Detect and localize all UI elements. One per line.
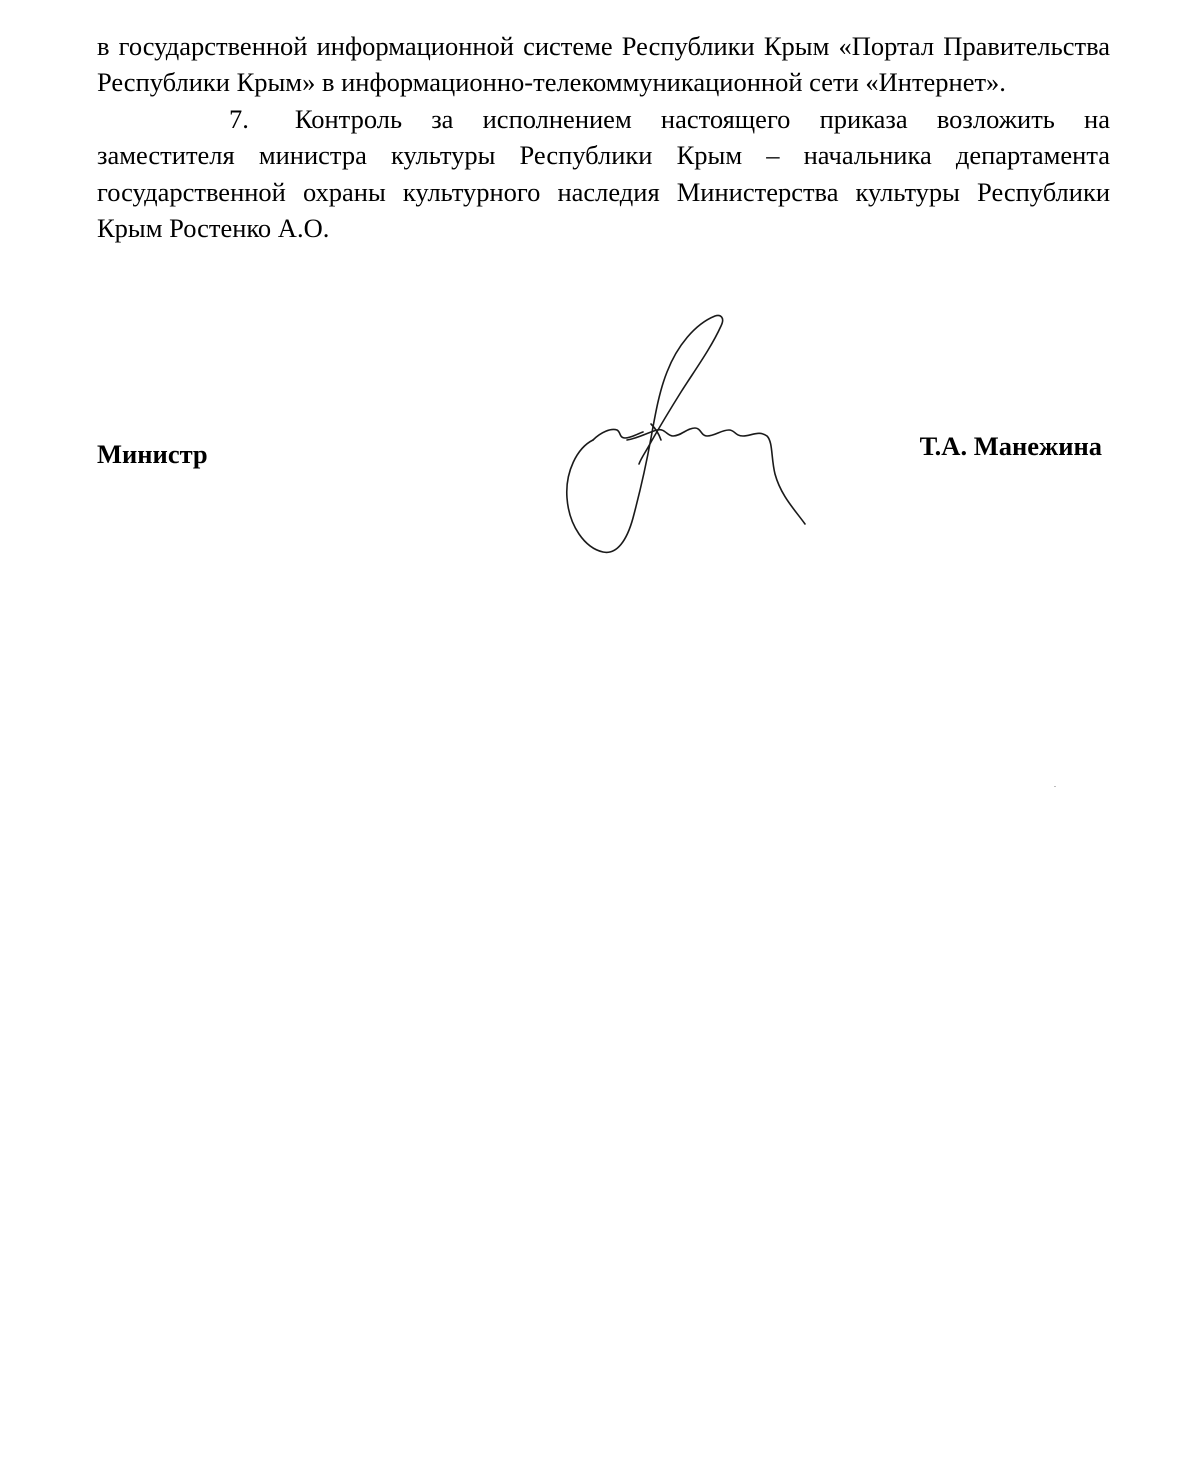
signature-strokes [567, 315, 805, 552]
paragraph-continued: в государственной информационной системе Республики Крым «Портал Правительства Республики Крым» в информационно-телекоммуникационной сети «Интернет». [97, 31, 1110, 98]
signer-name: Т.А. Манежина [919, 431, 1102, 461]
signature-wave-stroke [627, 428, 805, 524]
signer-title: Министр [97, 439, 208, 469]
document-body [97, 28, 1110, 246]
paragraph-7 [97, 101, 1110, 247]
paragraph-7-number: 7. [229, 103, 249, 134]
paragraph-7-text: Контроль за исполнением настоящего приказа возложить на заместителя министра культуры Республики Крым – начальника департамента государственной охраны культурного наследия Министерства культуры Республики Крым Ростенко А.О. [97, 103, 1110, 244]
scan-speck [1054, 786, 1056, 787]
handwritten-signature [555, 312, 815, 562]
